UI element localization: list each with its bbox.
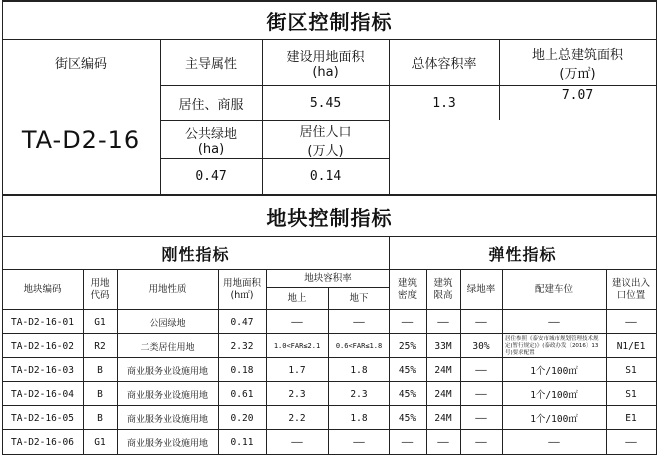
far-total-header: 总体容积率 xyxy=(411,57,477,72)
density-cell: 45% xyxy=(398,388,417,400)
green-rate-cell: —— xyxy=(475,412,487,424)
land-nature-cell: 商业服务业设施用地 xyxy=(126,390,208,401)
far-above-cell: 2.3 xyxy=(288,388,306,400)
far-below-cell: —— xyxy=(353,436,365,448)
plot-area-cell: 0.47 xyxy=(230,316,254,328)
block-control-title: 街区控制指标 xyxy=(266,9,393,34)
green-rate-cell: —— xyxy=(475,364,487,376)
far-above-cell: —— xyxy=(291,316,303,328)
rule xyxy=(2,454,657,455)
green-land-header-unit: (ha) xyxy=(197,141,225,157)
population-header-label: 居住人口 xyxy=(299,124,352,140)
main-attr-value: 居住、商服 xyxy=(178,97,244,113)
land-code-header xyxy=(83,270,117,309)
density-header-line2: 密度 xyxy=(397,289,417,301)
plot-area-header-line1: 用地面积 xyxy=(222,277,261,289)
plot-area-header xyxy=(218,270,266,309)
plot-area-cell: 0.20 xyxy=(230,412,254,424)
above-area-header-label: 地上总建筑面积 xyxy=(531,47,623,63)
rigid-indicators-title: 刚性指标 xyxy=(161,244,230,264)
land-area-value: 5.45 xyxy=(309,95,342,111)
land-area-header-unit: (ha) xyxy=(312,64,339,80)
height-header xyxy=(426,270,460,309)
above-area-header-unit: (万㎡) xyxy=(559,66,596,82)
density-header xyxy=(389,270,426,309)
block-code-header: 街区编码 xyxy=(54,57,107,72)
plot-area-cell: 0.18 xyxy=(230,364,254,376)
far-below-cell: 1.8 xyxy=(350,364,368,376)
entrance-header-line2: 口位置 xyxy=(616,289,646,301)
far-above-cell: 1.7 xyxy=(288,364,306,376)
entrance-header xyxy=(606,270,656,309)
land-nature-header: 用地性质 xyxy=(148,283,187,295)
main-attr-header: 主导属性 xyxy=(184,57,237,72)
land-nature-cell: 商业服务业设施用地 xyxy=(126,366,208,377)
entrance-cell: E1 xyxy=(625,412,637,424)
plot-code-cell: TA-D2-16-04 xyxy=(11,388,74,400)
population-header xyxy=(262,121,389,158)
land-code-header-line2: 代码 xyxy=(90,289,110,301)
density-header-line1: 建筑 xyxy=(397,277,417,289)
green-land-header-label: 公共绿地 xyxy=(184,126,237,142)
height-header-line2: 限高 xyxy=(433,289,453,301)
entrance-cell: S1 xyxy=(625,388,637,400)
far-total-value: 1.3 xyxy=(432,95,456,111)
flexible-indicators-title: 弹性指标 xyxy=(488,244,557,264)
height-cell: —— xyxy=(437,436,449,448)
plot-code-cell: TA-D2-16-06 xyxy=(11,436,74,448)
density-cell: 25% xyxy=(398,340,417,352)
height-cell: —— xyxy=(437,316,449,328)
plot-code-cell: TA-D2-16-03 xyxy=(11,364,74,376)
density-cell: —— xyxy=(401,316,414,328)
height-header-line1: 建筑 xyxy=(433,277,453,289)
entrance-cell: —— xyxy=(625,436,637,448)
density-cell: 45% xyxy=(398,412,417,424)
land-code-cell: B xyxy=(97,412,103,424)
plot-area-cell: 0.11 xyxy=(230,436,254,448)
land-code-cell: B xyxy=(97,364,103,376)
plot-area-header-line2: (h㎡) xyxy=(230,289,254,301)
green-rate-cell: —— xyxy=(475,388,487,400)
plot-code-cell: TA-D2-16-01 xyxy=(11,316,74,328)
green-land-value: 0.47 xyxy=(195,169,227,184)
plot-area-cell: 2.32 xyxy=(230,340,254,352)
land-code-cell: R2 xyxy=(94,340,106,352)
plot-control-title: 地块控制指标 xyxy=(266,205,393,230)
block-code-value: TA-D2-16 xyxy=(21,126,141,154)
entrance-header-line1: 建议出入 xyxy=(611,277,650,289)
green-rate-cell: 30% xyxy=(472,340,490,352)
land-code-cell: B xyxy=(97,388,103,400)
land-nature-cell: 商业服务业设施用地 xyxy=(126,438,208,449)
entrance-cell: S1 xyxy=(625,364,637,376)
far-below-cell: —— xyxy=(353,316,365,328)
plot-code-header: 地块编码 xyxy=(23,283,62,295)
above-area-header xyxy=(499,40,656,85)
density-cell: —— xyxy=(401,436,414,448)
plot-code-cell: TA-D2-16-05 xyxy=(11,412,74,424)
height-cell: 33M xyxy=(434,340,452,352)
green-land-header xyxy=(160,121,262,158)
plot-code-cell: TA-D2-16-02 xyxy=(11,340,74,352)
parking-cell: —— xyxy=(548,436,560,448)
green-rate-cell: —— xyxy=(475,316,487,328)
far-above-cell: 1.0<FAR≤2.1 xyxy=(273,342,321,350)
far-above-header: 地上 xyxy=(287,292,307,304)
above-area-value: 7.07 xyxy=(561,87,594,103)
land-code-header-line1: 用地 xyxy=(90,277,110,289)
land-nature-cell: 二类居住用地 xyxy=(140,342,195,353)
height-cell: 24M xyxy=(434,412,452,424)
parking-cell: 1个/100㎡ xyxy=(530,414,578,425)
land-area-header-label: 建设用地面积 xyxy=(286,49,365,65)
far-below-header: 地下 xyxy=(349,292,369,304)
land-code-cell: G1 xyxy=(94,436,106,448)
green-rate-header: 绿地率 xyxy=(466,283,496,295)
far-above-cell: 2.2 xyxy=(288,412,306,424)
far-above-cell: —— xyxy=(291,436,303,448)
entrance-cell: —— xyxy=(625,316,637,328)
land-code-cell: G1 xyxy=(94,316,106,328)
far-below-cell: 2.3 xyxy=(350,388,368,400)
far-below-cell: 0.6<FAR≤1.8 xyxy=(335,342,383,350)
plot-far-header: 地块容积率 xyxy=(304,272,352,284)
land-area-header xyxy=(262,40,389,85)
green-rate-cell: —— xyxy=(475,436,487,448)
entrance-cell: N1/E1 xyxy=(616,340,646,352)
parking-header: 配建车位 xyxy=(534,283,573,295)
parking-cell: —— xyxy=(548,316,560,328)
population-value: 0.14 xyxy=(309,169,342,184)
parking-cell: 居住参照《泰安市城市规划管理技术规定(暂行规定)》(泰政办发〔2016〕13号)要求配置 xyxy=(505,335,599,356)
density-cell: 45% xyxy=(398,364,417,376)
height-cell: 24M xyxy=(434,388,452,400)
plot-area-cell: 0.61 xyxy=(230,388,254,400)
population-header-unit: (万人) xyxy=(307,143,344,159)
land-nature-cell: 商业服务业设施用地 xyxy=(126,414,208,425)
parking-cell: 1个/100㎡ xyxy=(530,390,578,401)
far-below-cell: 1.8 xyxy=(350,412,368,424)
land-nature-cell: 公园绿地 xyxy=(149,318,186,329)
parking-cell: 1个/100㎡ xyxy=(530,366,578,377)
height-cell: 24M xyxy=(434,364,452,376)
